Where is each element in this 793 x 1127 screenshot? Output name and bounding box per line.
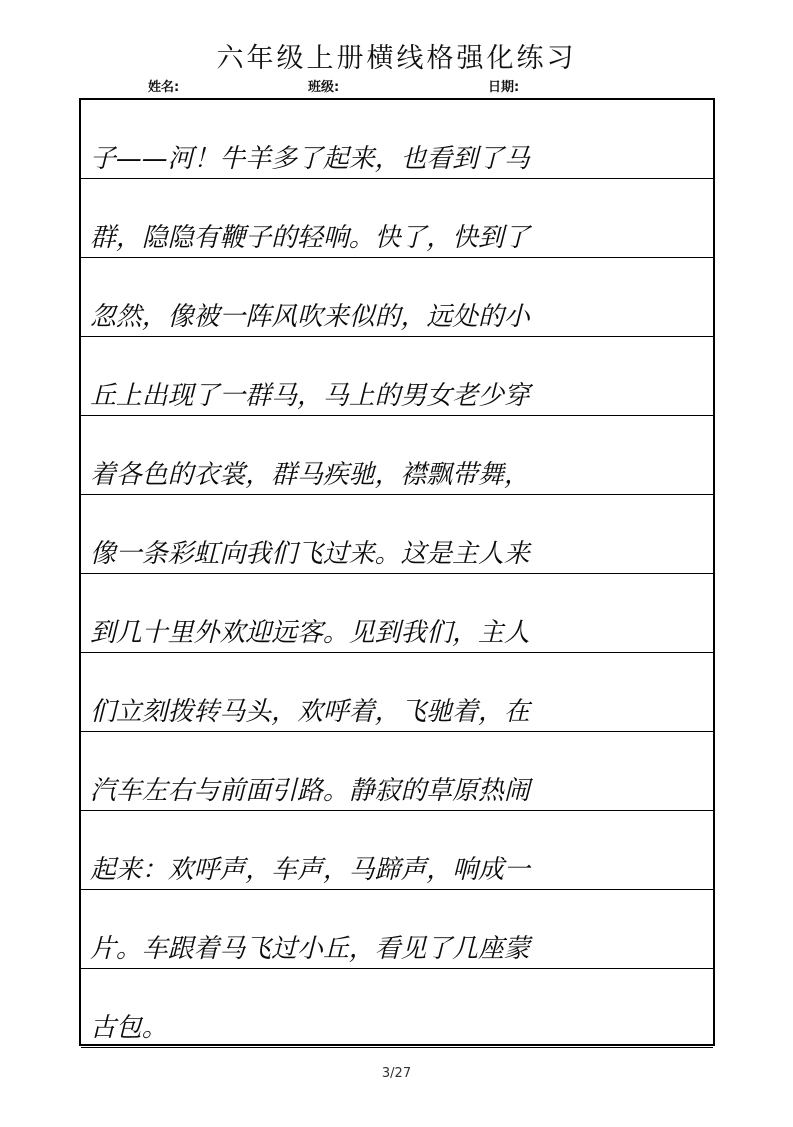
writing-row (81, 416, 713, 495)
writing-row (81, 179, 713, 258)
writing-line-text: 们立刻拨转马头，欢呼着，飞驰着，在 (90, 697, 530, 727)
writing-row (81, 337, 713, 416)
writing-row (81, 258, 713, 337)
writing-line-text: 起来：欢呼声，车声，马蹄声，响成一 (90, 855, 530, 885)
writing-row (81, 732, 713, 811)
writing-line-text: 着各色的衣裳，群马疾驰，襟飘带舞， (90, 460, 530, 490)
writing-row (81, 811, 713, 890)
class-label: 班级: (308, 80, 340, 95)
writing-row (81, 574, 713, 653)
writing-row (81, 100, 713, 179)
writing-line-text: 汽车左右与前面引路。静寂的草原热闹 (90, 776, 530, 806)
writing-row (81, 495, 713, 574)
writing-line-text: 到几十里外欢迎远客。见到我们，主人 (90, 618, 530, 648)
writing-row (81, 653, 713, 732)
writing-line-text: 子——河！牛羊多了起来，也看到了马 (90, 144, 530, 174)
writing-row (81, 1048, 713, 1127)
writing-row (81, 969, 713, 1048)
writing-line-text: 古包。 (90, 1013, 168, 1043)
writing-line-text: 丘上出现了一群马，马上的男女老少穿 (90, 381, 530, 411)
date-label: 日期: (488, 80, 520, 95)
page-number: 3/27 (381, 1066, 412, 1081)
page-title: 六年级上册横线格强化练习 (216, 43, 577, 74)
writing-line-text: 忽然，像被一阵风吹来似的，远处的小 (90, 302, 530, 332)
writing-line-text: 像一条彩虹向我们飞过来。这是主人来 (90, 539, 530, 569)
writing-grid (79, 98, 715, 1046)
writing-line-text: 片。车跟着马飞过小丘，看见了几座蒙 (90, 934, 530, 964)
writing-row (81, 890, 713, 969)
meta-row (148, 76, 668, 96)
name-label: 姓名: (148, 80, 180, 95)
writing-line-text: 群，隐隐有鞭子的轻响。快了，快到了 (90, 223, 530, 253)
